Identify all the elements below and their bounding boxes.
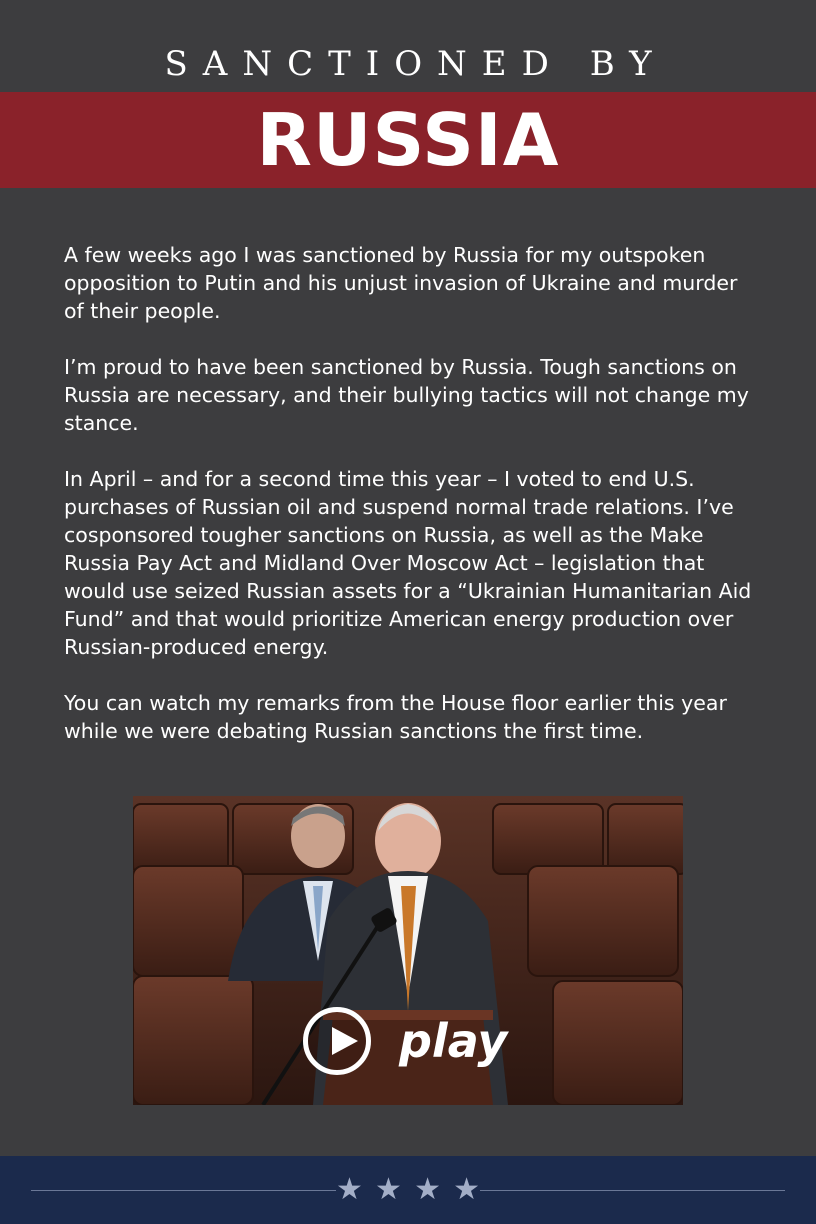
video-thumbnail[interactable]	[133, 796, 683, 1105]
footer-divider-left	[31, 1190, 336, 1191]
star-icon: ★	[414, 1172, 441, 1207]
play-control[interactable]	[303, 1001, 513, 1081]
article-body	[64, 241, 756, 773]
title-banner	[0, 92, 816, 188]
star-icon: ★	[453, 1172, 480, 1207]
footer-stars	[336, 1170, 480, 1210]
star-icon: ★	[336, 1172, 363, 1207]
paragraph: You can watch my remarks from the House floor earlier this year while we were debating Russian sanctions the first time.	[64, 691, 727, 743]
paragraph: In April – and for a second time this year – I voted to end U.S. purchases of Russian oil and suspend normal trade relations. I’ve cosponsored tougher sanctions on Russia, as well as the Make Russia Pay Act and Midland Over Moscow Act – legislation that would use seized Russian assets for a “Ukrainian Humanitarian Aid Fund” and that would prioritize American energy production over Russian-produced energy.	[64, 467, 752, 659]
footer-bar	[0, 1156, 816, 1224]
header-kicker: SANCTIONED BY	[164, 44, 667, 84]
star-icon: ★	[375, 1172, 402, 1207]
play-label[interactable]: play	[399, 1014, 508, 1068]
footer-divider-right	[480, 1190, 785, 1191]
page-title: RUSSIA	[256, 98, 560, 182]
paragraph: A few weeks ago I was sanctioned by Russia for my outspoken opposition to Putin and his unjust invasion of Ukraine and murder of their people.	[64, 243, 738, 323]
paragraph: I’m proud to have been sanctioned by Russia. Tough sanctions on Russia are necessary, and their bullying tactics will not change my stance.	[64, 355, 749, 435]
play-circle-icon[interactable]	[303, 1007, 371, 1075]
